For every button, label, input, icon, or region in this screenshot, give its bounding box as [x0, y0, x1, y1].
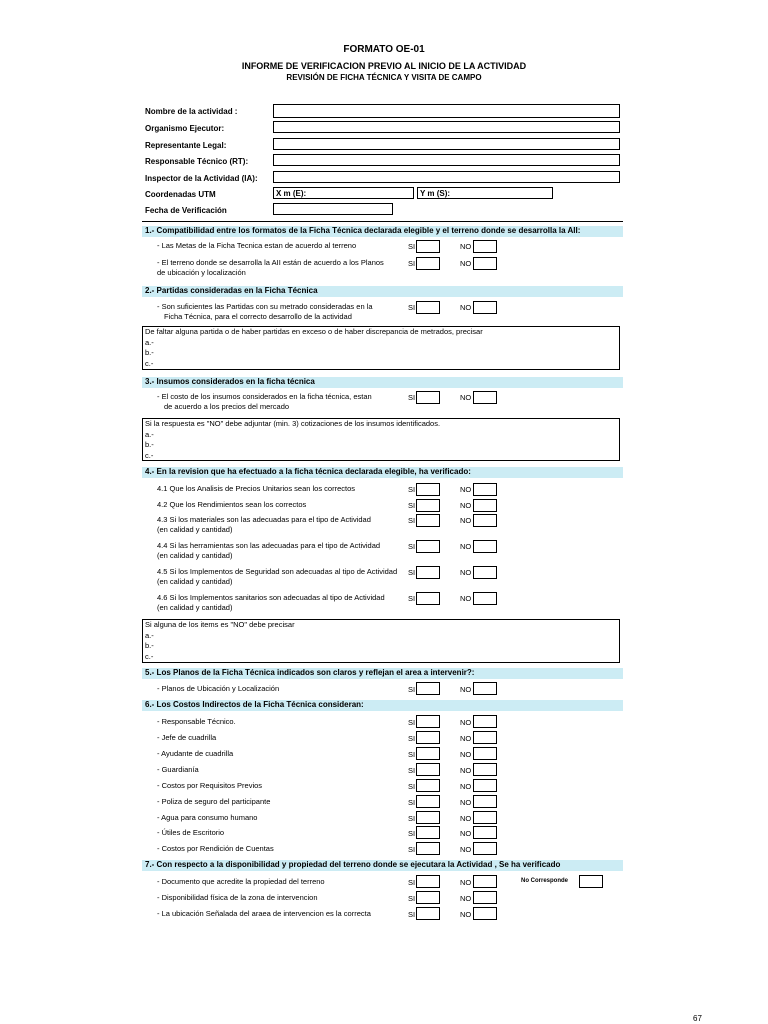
- s3-item-1-cont: de acuerdo a los precios del mercado: [164, 402, 290, 411]
- label-coordenadas: Coordenadas UTM: [145, 190, 216, 199]
- form-subtitle: REVISIÓN DE FICHA TÉCNICA Y VISITA DE CAMPO: [286, 73, 482, 82]
- si-label: SI: [408, 750, 416, 759]
- s7-item-3-no-box[interactable]: [473, 907, 497, 920]
- s3-item-1: - El costo de los insumos considerados en la ficha técnica, estan: [157, 392, 372, 401]
- s4-item-4-si-box[interactable]: [416, 540, 440, 553]
- no-label: NO: [460, 259, 472, 268]
- label-organismo: Organismo Ejecutor:: [145, 124, 225, 133]
- section-6-header: 6.- Los Costos Indirectos de la Ficha Técnica consideran:: [142, 700, 623, 711]
- no-label: NO: [460, 798, 472, 807]
- s6-item-1: - Responsable Técnico.: [157, 717, 236, 726]
- s4-item-3-si-box[interactable]: [416, 514, 440, 527]
- si-label: SI: [408, 766, 416, 775]
- s6-item-4: - Guardianía: [157, 765, 199, 774]
- si-label: SI: [408, 542, 416, 551]
- s4-item-5-cont: (en calidad y cantidad): [157, 577, 233, 586]
- section-4-header: 4.- En la revision que ha efectuado a la ficha técnica declarada elegible, ha verificado:: [142, 467, 623, 478]
- s6-item-8: - Útiles de Escritorio: [157, 828, 225, 837]
- no-label: NO: [460, 878, 472, 887]
- si-label: SI: [408, 814, 416, 823]
- page-number: 67: [693, 1014, 702, 1023]
- no-label: NO: [460, 718, 472, 727]
- s1-item-1-no-box[interactable]: [473, 240, 497, 253]
- section-7-header: 7.- Con respecto a la disponibilidad y propiedad del terreno donde se ejecutara la Actividad , Se ha verificado: [142, 860, 623, 871]
- s6-item-4-no-box[interactable]: [473, 763, 497, 776]
- s4-item-3-no-box[interactable]: [473, 514, 497, 527]
- s2-note-text: De faltar alguna partida o de haber partidas en exceso o de haber discrepancia de metrados, precisar: [145, 327, 483, 336]
- s6-item-7-no-box[interactable]: [473, 811, 497, 824]
- label-responsable: Responsable Técnico (RT):: [145, 157, 249, 166]
- divider: [142, 221, 623, 222]
- s4-item-3: 4.3 Si los materiales son las adecuadas para el tipo de Actividad: [157, 515, 371, 524]
- no-label: NO: [460, 782, 472, 791]
- s2-note-a: a.-: [145, 337, 154, 347]
- s7-item-1: - Documento que acredite la propiedad del terreno: [157, 877, 325, 886]
- si-label: SI: [408, 845, 416, 854]
- s4-note-b: b.-: [145, 641, 154, 650]
- s1-item-2-no-box[interactable]: [473, 257, 497, 270]
- s2-item-1-no-box[interactable]: [473, 301, 497, 314]
- s3-note-box[interactable]: [142, 418, 620, 461]
- s6-item-9-si-box[interactable]: [416, 842, 440, 855]
- s4-item-6-no-box[interactable]: [473, 592, 497, 605]
- s6-item-2-no-box[interactable]: [473, 731, 497, 744]
- s6-item-9-no-box[interactable]: [473, 842, 497, 855]
- label-inspector: Inspector de la Actividad (IA):: [145, 174, 258, 183]
- s7-item-2-no-box[interactable]: [473, 891, 497, 904]
- s4-item-1-si-box[interactable]: [416, 483, 440, 496]
- s4-item-4-cont: (en calidad y cantidad): [157, 551, 233, 560]
- label-representante: Representante Legal:: [145, 141, 227, 150]
- no-label: NO: [460, 894, 472, 903]
- s4-item-2-no-box[interactable]: [473, 499, 497, 512]
- si-label: SI: [408, 259, 416, 268]
- si-label: SI: [408, 393, 416, 402]
- s6-item-5: - Costos por Requisitos Previos: [157, 781, 263, 790]
- no-label: NO: [460, 568, 472, 577]
- s6-item-1-si-box[interactable]: [416, 715, 440, 728]
- si-label: SI: [408, 734, 416, 743]
- si-label: SI: [408, 910, 416, 919]
- s7-item-1-si-box[interactable]: [416, 875, 440, 888]
- s6-item-1-no-box[interactable]: [473, 715, 497, 728]
- s3-note-text: Si la respuesta es "NO" debe adjuntar (min. 3) cotizaciones de los insumos identificados.: [145, 419, 441, 428]
- no-label: NO: [460, 910, 472, 919]
- label-nombre: Nombre de la actividad :: [145, 107, 238, 116]
- no-label: NO: [460, 814, 472, 823]
- no-label: NO: [460, 542, 472, 551]
- s6-item-2-si-box[interactable]: [416, 731, 440, 744]
- s1-item-2-si-box[interactable]: [416, 257, 440, 270]
- s4-item-5-si-box[interactable]: [416, 566, 440, 579]
- no-label: NO: [460, 685, 472, 694]
- s7-item-2: - Disponibilidad física de la zona de intervencion: [157, 893, 318, 902]
- no-label: NO: [460, 766, 472, 775]
- s4-note-box[interactable]: [142, 619, 620, 663]
- s5-item-1-si-box[interactable]: [416, 682, 440, 695]
- si-label: SI: [408, 594, 416, 603]
- no-label: NO: [460, 734, 472, 743]
- s6-item-3-si-box[interactable]: [416, 747, 440, 760]
- s6-item-6-si-box[interactable]: [416, 795, 440, 808]
- si-label: SI: [408, 501, 416, 510]
- no-label: NO: [460, 829, 472, 838]
- no-label: NO: [460, 516, 472, 525]
- s7-item-3-si-box[interactable]: [416, 907, 440, 920]
- s2-item-1-cont: Ficha Técnica, para el correcto desarrollo de la actividad: [164, 312, 352, 321]
- s6-item-8-no-box[interactable]: [473, 826, 497, 839]
- s5-item-1-no-box[interactable]: [473, 682, 497, 695]
- s4-item-6: 4.6 Si los Implementos sanitarios son adecuadas al tipo de Actividad: [157, 593, 385, 602]
- s1-item-2-cont: de ubicación y localización: [157, 268, 246, 277]
- si-label: SI: [408, 829, 416, 838]
- s6-item-4-si-box[interactable]: [416, 763, 440, 776]
- s5-item-1: - Planos de Ubicación y Localización: [157, 684, 280, 693]
- s4-item-2: 4.2 Que los Rendimientos sean los correctos: [157, 500, 307, 509]
- si-label: SI: [408, 894, 416, 903]
- si-label: SI: [408, 718, 416, 727]
- s4-item-5-no-box[interactable]: [473, 566, 497, 579]
- s4-item-6-cont: (en calidad y cantidad): [157, 603, 233, 612]
- s7-item-1-no-corresponde-box[interactable]: [579, 875, 603, 888]
- s4-item-4-no-box[interactable]: [473, 540, 497, 553]
- section-5-header: 5.- Los Planos de la Ficha Técnica indicados son claros y reflejan el area a intervenir?:: [142, 668, 623, 679]
- input-xm[interactable]: [273, 187, 414, 199]
- s2-note-c: c.-: [145, 358, 154, 368]
- s4-item-1: 4.1 Que los Analisis de Precios Unitarios sean los correctos: [157, 484, 356, 493]
- section-3-header: 3.- Insumos considerados en la ficha técnica: [142, 377, 623, 388]
- s2-item-1: - Son suficientes las Partidas con su metrado consideradas en la: [157, 302, 373, 311]
- s6-item-6-no-box[interactable]: [473, 795, 497, 808]
- input-inspector[interactable]: [273, 171, 620, 183]
- si-label: SI: [408, 516, 416, 525]
- s4-note-text: Si alguna de los items es "NO" debe precisar: [145, 620, 295, 629]
- s4-item-6-si-box[interactable]: [416, 592, 440, 605]
- no-label: NO: [460, 845, 472, 854]
- s4-item-2-si-box[interactable]: [416, 499, 440, 512]
- s6-item-5-si-box[interactable]: [416, 779, 440, 792]
- s6-item-2: - Jefe de cuadrilla: [157, 733, 217, 742]
- s7-item-1-no-box[interactable]: [473, 875, 497, 888]
- input-representante[interactable]: [273, 138, 620, 150]
- ym-label: Y m (S):: [420, 189, 451, 198]
- s6-item-5-no-box[interactable]: [473, 779, 497, 792]
- xm-label: X m (E):: [276, 189, 307, 198]
- si-label: SI: [408, 568, 416, 577]
- s4-note-c: c.-: [145, 651, 154, 661]
- input-organismo[interactable]: [273, 121, 620, 133]
- form-code: FORMATO OE-01: [343, 44, 425, 55]
- s6-item-8-si-box[interactable]: [416, 826, 440, 839]
- no-label: NO: [460, 594, 472, 603]
- no-label: NO: [460, 393, 472, 402]
- no-label: NO: [460, 750, 472, 759]
- no-label: NO: [460, 501, 472, 510]
- s1-item-1-si-box[interactable]: [416, 240, 440, 253]
- s3-item-1-no-box[interactable]: [473, 391, 497, 404]
- s2-note-box[interactable]: [142, 326, 620, 370]
- si-label: SI: [408, 485, 416, 494]
- si-label: SI: [408, 303, 416, 312]
- s3-note-b: b.-: [145, 440, 154, 449]
- no-corresponde-label: No Corresponde: [521, 878, 569, 884]
- s7-item-3: - La ubicación Señalada del araea de intervencion es la correcta: [157, 909, 371, 918]
- si-label: SI: [408, 782, 416, 791]
- s6-item-9: - Costos por Rendición de Cuentas: [157, 844, 274, 853]
- no-label: NO: [460, 303, 472, 312]
- label-fecha: Fecha de Verificación: [145, 206, 227, 215]
- s4-item-1-no-box[interactable]: [473, 483, 497, 496]
- si-label: SI: [408, 242, 416, 251]
- si-label: SI: [408, 685, 416, 694]
- si-label: SI: [408, 878, 416, 887]
- s4-item-4: 4.4 Si las herramientas son las adecuadas para el tipo de Actividad: [157, 541, 381, 550]
- section-2-header: 2.- Partidas consideradas en la Ficha Técnica: [142, 286, 623, 297]
- s6-item-6: - Poliza de seguro del participante: [157, 797, 271, 806]
- no-label: NO: [460, 242, 472, 251]
- s4-item-3-cont: (en calidad y cantidad): [157, 525, 233, 534]
- si-label: SI: [408, 798, 416, 807]
- s2-note-b: b.-: [145, 348, 154, 357]
- input-nombre[interactable]: [273, 104, 620, 118]
- input-ym[interactable]: [417, 187, 553, 199]
- input-responsable[interactable]: [273, 154, 620, 166]
- s6-item-3: - Ayudante de cuadrilla: [157, 749, 234, 758]
- s3-item-1-si-box[interactable]: [416, 391, 440, 404]
- form-title: INFORME DE VERIFICACION PREVIO AL INICIO DE LA ACTIVIDAD: [241, 61, 527, 71]
- s6-item-7-si-box[interactable]: [416, 811, 440, 824]
- s1-item-2: - El terreno donde se desarrolla la AII están de acuerdo a los Planos: [157, 258, 384, 267]
- s7-item-2-si-box[interactable]: [416, 891, 440, 904]
- s1-item-1: - Las Metas de la Ficha Tecnica estan de acuerdo al terreno: [157, 241, 357, 250]
- s6-item-3-no-box[interactable]: [473, 747, 497, 760]
- s3-note-a: a.-: [145, 429, 154, 439]
- s2-item-1-si-box[interactable]: [416, 301, 440, 314]
- no-label: NO: [460, 485, 472, 494]
- s3-note-c: c.-: [145, 450, 154, 460]
- s6-item-7: - Agua para consumo humano: [157, 813, 258, 822]
- s4-item-5: 4.5 Si los Implementos de Seguridad son adecuadas al tipo de Actividad: [157, 567, 398, 576]
- section-1-header: 1.- Compatibilidad entre los formatos de la Ficha Técnica declarada elegible y el terreno donde se desarrolla la AII:: [142, 226, 623, 237]
- s4-note-a: a.-: [145, 630, 154, 640]
- input-fecha[interactable]: [273, 203, 393, 215]
